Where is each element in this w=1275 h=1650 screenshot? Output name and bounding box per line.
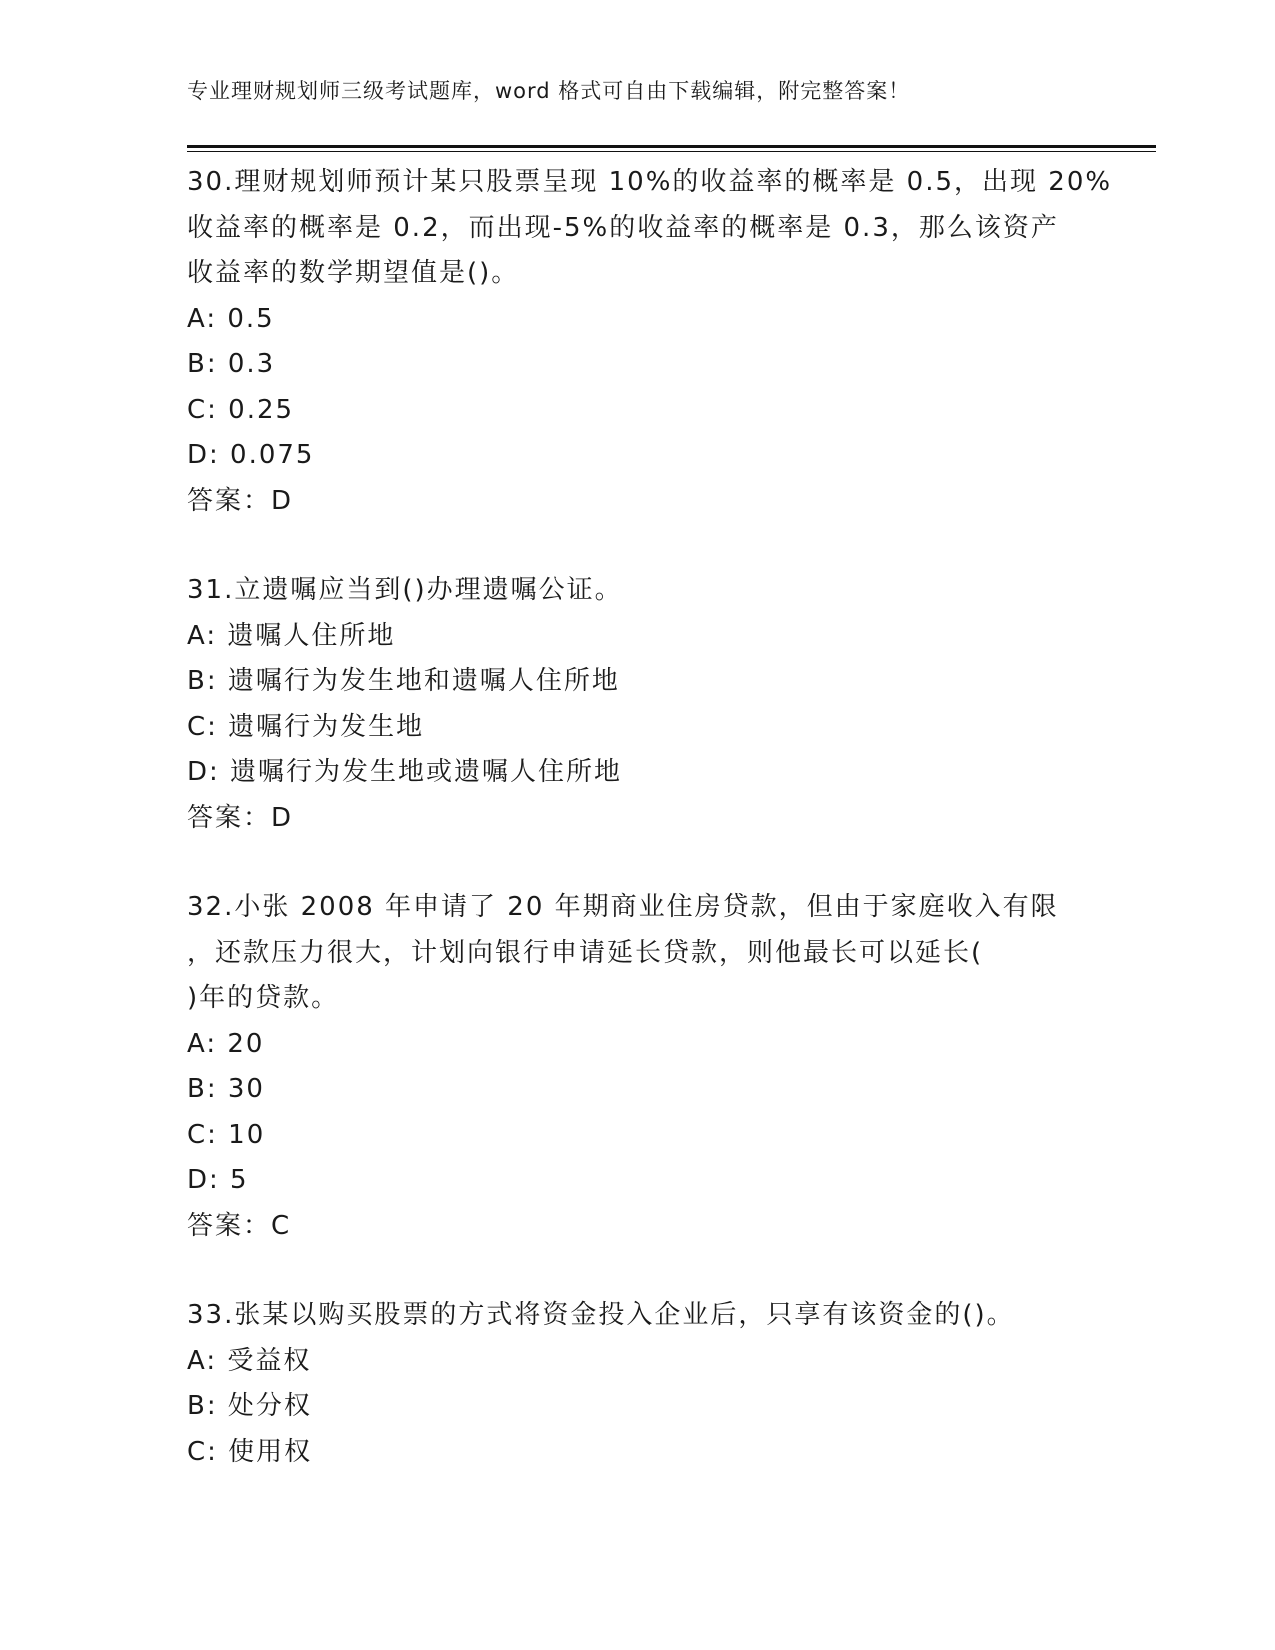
question-stem-line: ，还款压力很大，计划向银行申请延长贷款，则他最长可以延长( — [187, 937, 984, 968]
answer-line: 答案：D — [187, 802, 294, 833]
option-a: A: 受益权 — [187, 1345, 312, 1376]
question-stem-line: 收益率的数学期望值是()。 — [187, 258, 520, 288]
question-stem-line: 30.理财规划师预计某只股票呈现 10%的收益率的概率是 0.5，出现 20% — [187, 167, 1113, 197]
option-a: A: 遗嘱人住所地 — [187, 620, 396, 651]
option-d: D: 遗嘱行为发生地或遗嘱人住所地 — [187, 757, 623, 787]
page-header: 专业理财规划师三级考试题库，word 格式可自由下载编辑，附完整答案！ — [187, 79, 911, 103]
option-b: B: 30 — [187, 1074, 265, 1104]
spacer — [187, 524, 1087, 568]
question-stem-line: 33.张某以购买股票的方式将资金投入企业后，只享有该资金的()。 — [187, 1300, 1015, 1330]
question-stem-line: 32.小张 2008 年申请了 20 年期商业住房贷款，但由于家庭收入有限 — [187, 892, 1059, 922]
spacer — [187, 841, 1087, 885]
option-a: A: 0.5 — [187, 303, 275, 334]
question-stem-line: 收益率的概率是 0.2，而出现-5%的收益率的概率是 0.3，那么该资产 — [187, 212, 1059, 243]
option-c: C: 0.25 — [187, 394, 295, 425]
option-c: C: 10 — [187, 1119, 266, 1150]
header-rule-thick — [187, 145, 1156, 148]
question-stem-line: )年的贷款。 — [187, 983, 340, 1013]
option-b: B: 0.3 — [187, 349, 276, 379]
option-b: B: 遗嘱行为发生地和遗嘱人住所地 — [187, 666, 620, 696]
question-31 — [187, 568, 1087, 841]
option-a: A: 20 — [187, 1028, 265, 1059]
answer-line: 答案：D — [187, 485, 294, 516]
option-c: C: 使用权 — [187, 1436, 313, 1467]
header-rule-thin — [187, 151, 1156, 152]
question-33 — [187, 1293, 1087, 1475]
option-c: C: 遗嘱行为发生地 — [187, 711, 425, 742]
option-d: D: 0.075 — [187, 440, 315, 470]
question-list — [187, 160, 1113, 1475]
question-30 — [187, 160, 1113, 524]
question-stem-line: 31.立遗嘱应当到()办理遗嘱公证。 — [187, 575, 623, 605]
option-b: B: 处分权 — [187, 1391, 312, 1421]
question-32 — [187, 885, 1087, 1249]
option-d: D: 5 — [187, 1165, 249, 1195]
spacer — [187, 1249, 1087, 1293]
answer-line: 答案：C — [187, 1210, 292, 1241]
